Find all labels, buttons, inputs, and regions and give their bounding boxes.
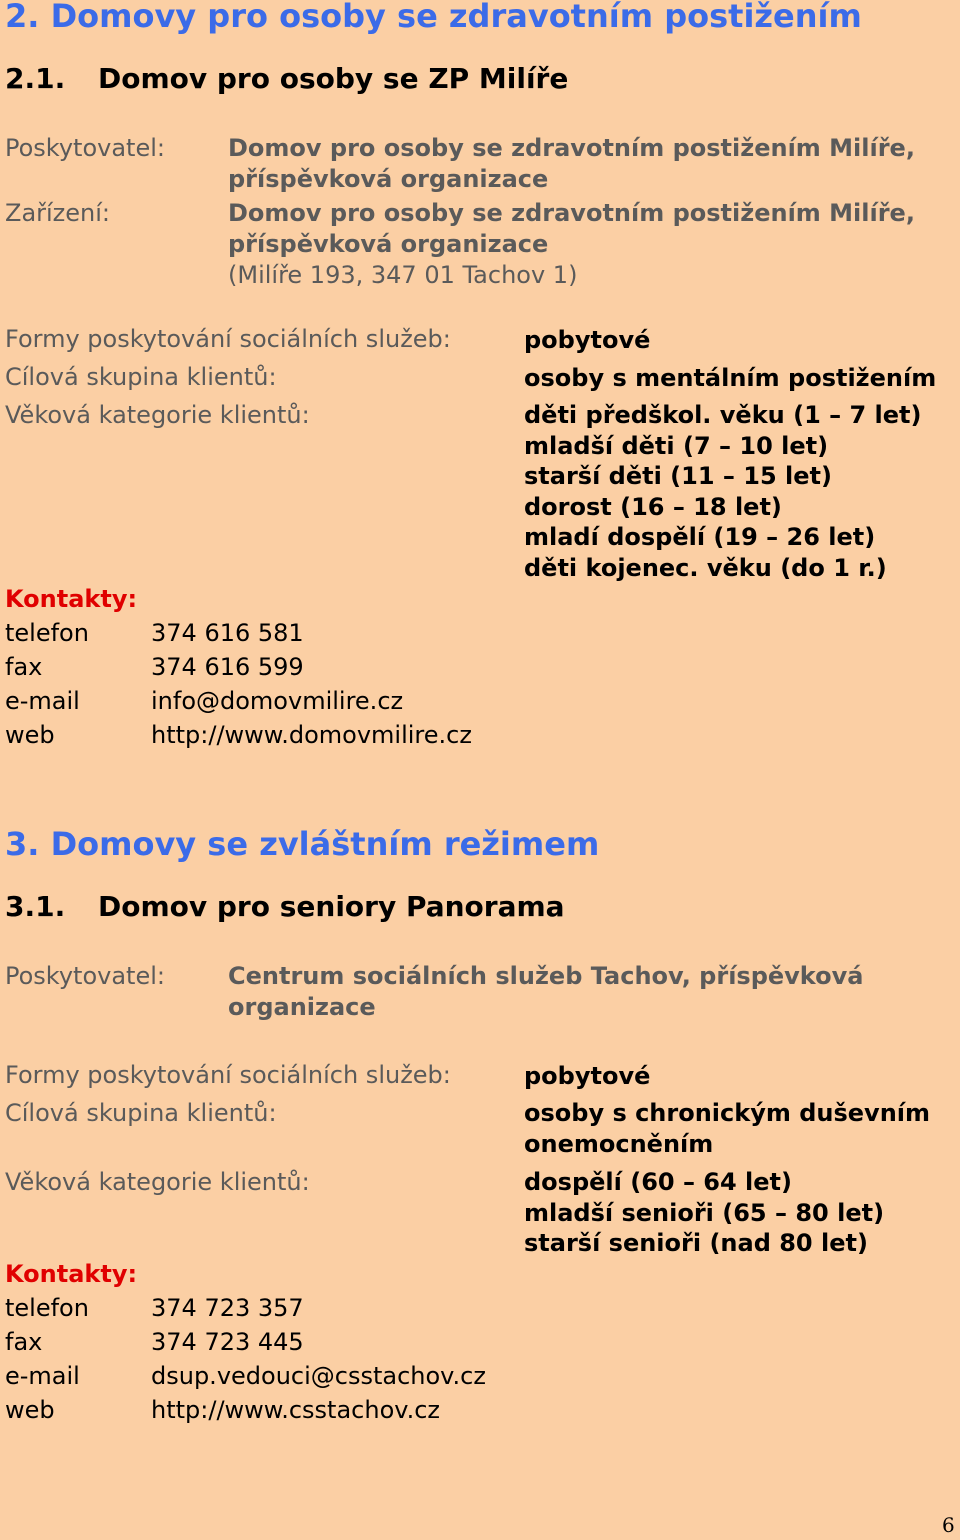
forms-value: pobytové — [524, 326, 651, 354]
forms-value: pobytové — [524, 1062, 651, 1090]
subsection-title: Domov pro osoby se ZP Milíře — [98, 62, 569, 95]
age-item: dorost (16 – 18 let) — [524, 492, 782, 521]
facility-value — [228, 198, 915, 291]
contact-web-link[interactable]: http://www.domovmilire.cz — [151, 721, 472, 749]
age-item: mladší senioři (65 – 80 let) — [524, 1198, 885, 1227]
age-item: mladší děti (7 – 10 let) — [524, 431, 829, 460]
age-list — [524, 1167, 884, 1259]
age-item: starší senioři (nad 80 let) — [524, 1229, 868, 1258]
contact-label-fax: fax — [5, 1328, 43, 1356]
contact-email-link[interactable]: info@domovmilire.cz — [151, 687, 404, 715]
target-label: Cílová skupina klientů: — [5, 363, 277, 391]
facility-label: Zařízení: — [5, 199, 111, 227]
contact-phone[interactable]: 374 616 581 — [151, 619, 304, 647]
facility-line: Domov pro osoby se zdravotním postižením Milíře, — [228, 199, 915, 227]
contact-fax: 374 616 599 — [151, 653, 304, 681]
age-item: starší děti (11 – 15 let) — [524, 462, 832, 491]
target-value — [524, 363, 936, 394]
facility-line: příspěvková organizace — [228, 230, 549, 258]
age-item: dospělí (60 – 64 let) — [524, 1168, 792, 1196]
target-value — [524, 1098, 930, 1159]
provider-line: organizace — [228, 993, 376, 1021]
age-list — [524, 400, 921, 584]
contact-label-web: web — [5, 721, 55, 749]
age-item: děti předškol. věku (1 – 7 let) — [524, 401, 922, 429]
section-heading: 2. Domovy pro osoby se zdravotním postižením — [5, 0, 862, 35]
section-heading: 3. Domovy se zvláštním režimem — [5, 825, 600, 863]
age-item: mladí dospělí (19 – 26 let) — [524, 523, 876, 552]
contact-label-web: web — [5, 1396, 55, 1424]
contact-web-link[interactable]: http://www.csstachov.cz — [151, 1396, 441, 1424]
target-line: onemocněním — [524, 1129, 714, 1158]
target-line: osoby s chronickým duševním — [524, 1099, 931, 1127]
provider-line: Centrum sociálních služeb Tachov, příspěvková — [228, 962, 864, 990]
forms-label: Formy poskytování sociálních služeb: — [5, 325, 451, 353]
contact-fax: 374 723 445 — [151, 1328, 304, 1356]
provider-label: Poskytovatel: — [5, 962, 165, 990]
provider-line: Domov pro osoby se zdravotním postižením Milíře, — [228, 134, 915, 162]
facility-address: (Milíře 193, 347 01 Tachov 1) — [228, 261, 578, 289]
provider-line: příspěvková organizace — [228, 165, 549, 193]
subsection-number: 2.1. — [5, 62, 66, 95]
page-number: 6 — [942, 1513, 955, 1537]
contact-label-fax: fax — [5, 653, 43, 681]
target-line: osoby s mentálním postižením — [524, 364, 937, 392]
provider-label: Poskytovatel: — [5, 134, 165, 162]
provider-value — [228, 961, 863, 1023]
contact-phone[interactable]: 374 723 357 — [151, 1294, 304, 1322]
age-label: Věková kategorie klientů: — [5, 401, 310, 429]
subsection-number: 3.1. — [5, 890, 66, 923]
contact-label-phone: telefon — [5, 1294, 89, 1322]
forms-label: Formy poskytování sociálních služeb: — [5, 1061, 451, 1089]
age-item: děti kojenec. věku (do 1 r.) — [524, 553, 887, 582]
contacts-title: Kontakty: — [5, 585, 138, 613]
subsection-title: Domov pro seniory Panorama — [98, 890, 565, 923]
contact-email-link[interactable]: dsup.vedouci@csstachov.cz — [151, 1362, 486, 1390]
target-label: Cílová skupina klientů: — [5, 1099, 277, 1127]
contact-label-email: e-mail — [5, 1362, 80, 1390]
provider-value — [228, 133, 915, 195]
contacts-title: Kontakty: — [5, 1260, 138, 1288]
contact-label-phone: telefon — [5, 619, 89, 647]
contact-label-email: e-mail — [5, 687, 80, 715]
age-label: Věková kategorie klientů: — [5, 1168, 310, 1196]
